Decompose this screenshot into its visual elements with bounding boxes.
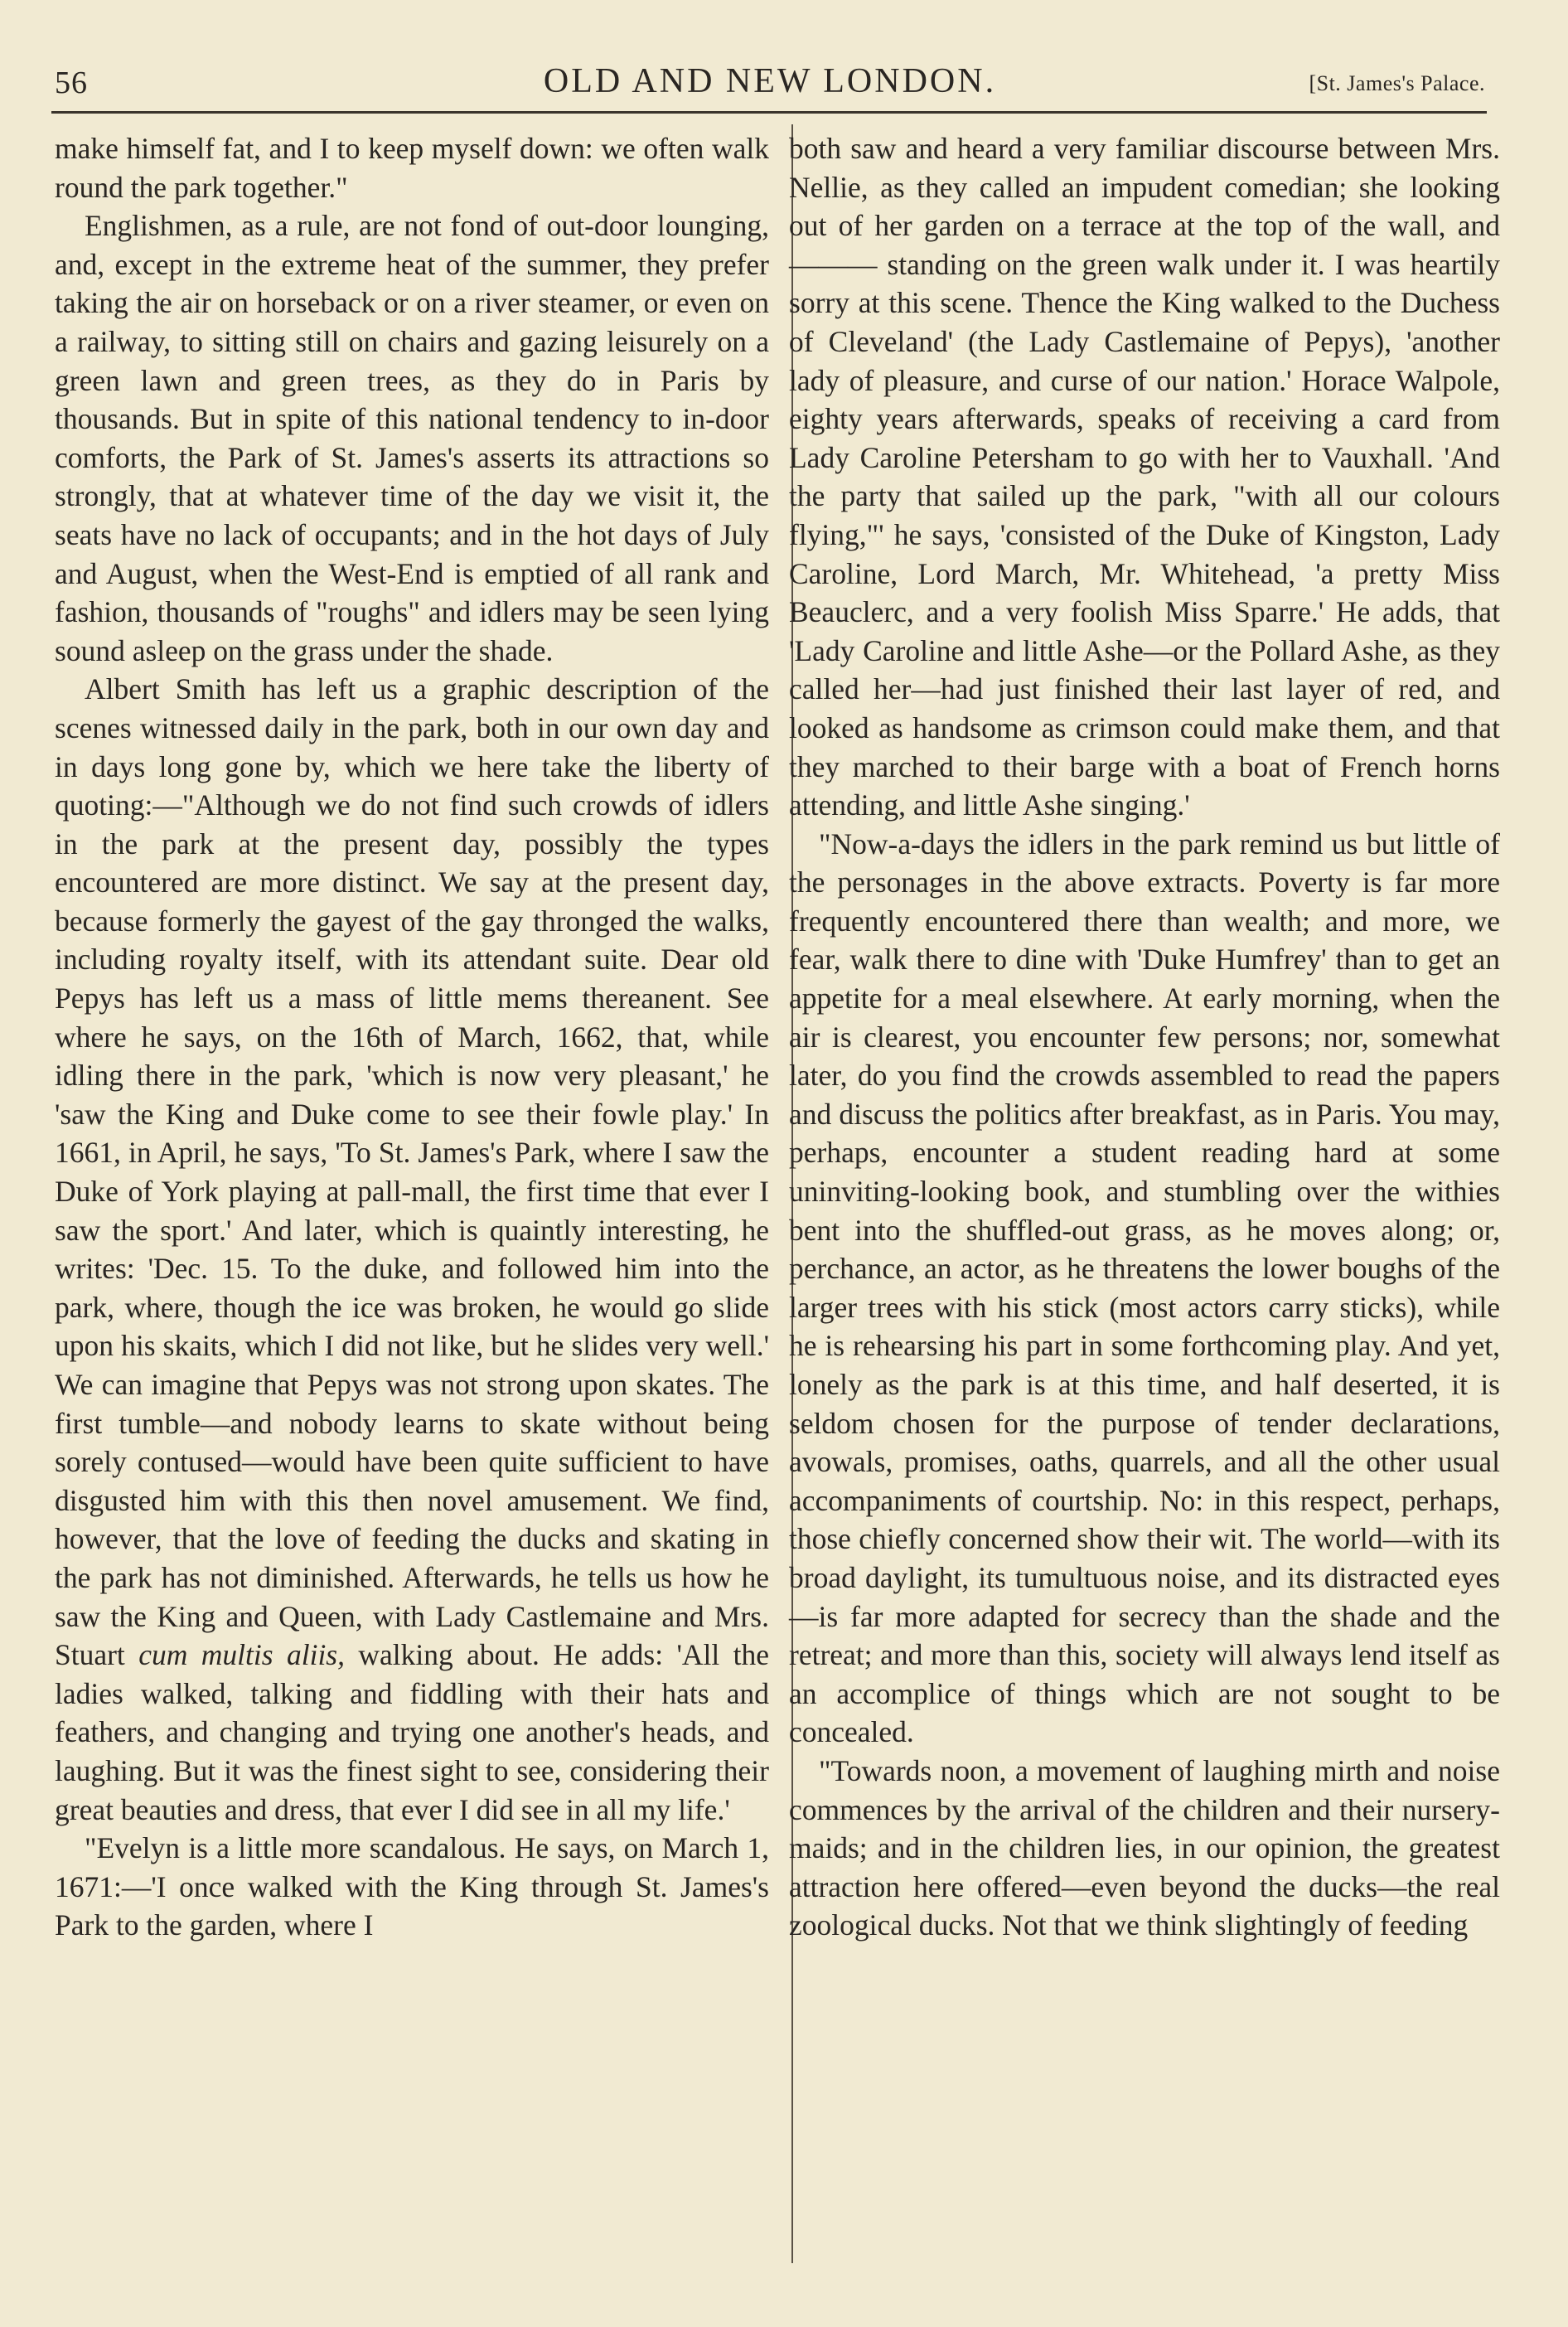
paragraph: both saw and heard a very familiar discourse between Mrs. Nellie, as they called an impudent comedian; she looking out of her garden on a terrace at the top of the wall, and ——— standing on the green walk under it. I was heartily sorry at this scene. Thence the King walked to the Duchess of Cleveland' (the Lady Castlemaine of Pepys), 'another lady of pleasure, and curse of our nation.' Horace Walpole, eighty years afterwards, speaks of receiving a card from Lady Caroline Petersham to go with her to Vauxhall. 'And the party that sailed up the park, "with all our colours flying,"' he says, 'consisted of the Duke of Kingston, Lady Caroline, Lord March, Mr. Whitehead, 'a pretty Miss Beauclerc, and a very foolish Miss Sparre.' He adds, that 'Lady Caroline and little Ashe—or the Pollard Ashe, as they called her—had just finished their last layer of red, and looked as handsome as crimson could make them, and that they marched to their barge with a boat of French horns attending, and little Ashe singing.' <box>789 132 1500 822</box>
italic-phrase: cum multis aliis, <box>138 1638 345 1672</box>
right-column <box>789 129 1500 1945</box>
paragraph-text: Albert Smith has left us a graphic description of the scenes witnessed daily in the park, both in our own day and in days long gone by, which we here take the liberty of quoting:—"Although we do not find such crowds of idlers in the park at the present day, possibly the types encountered are more distinct. We say at the present day, because formerly the gayest of the gay thronged the walks, including royalty itself, with its attendant suite. Dear old Pepys has left us a mass of little mems thereanent. See where he says, on the 16th of March, 1662, that, while idling there in the park, 'which is now very pleasant,' he 'saw the King and Duke come to see their fowle play.' In 1661, in April, he says, 'To St. James's Park, where I saw the Duke of York playing at pall-mall, the first time that ever I saw the sport.' And later, which is quaintly interesting, he writes: 'Dec. 15. To the duke, and followed him into the park, where, though the ice was broken, he would go slide upon his skaits, which I did not like, but he slides very well.' We can imagine that Pepys was not strong upon skates. The first tumble—and nobody learns to skate without being sorely contused—would have been quite sufficient to have disgusted him with this then novel amusement. We find, however, that the love of feeding the ducks and skating in the park has not diminished. Afterwards, he tells us how he saw the King and Queen, with Lady Castlemaine and Mrs. Stuart <box>55 672 769 1672</box>
paragraph: Englishmen, as a rule, are not fond of out-door lounging, and, except in the extreme heat of the summer, they prefer taking the air on horseback or on a river steamer, or even on a railway, to sitting still on chairs and gazing leisurely on a green lawn and green trees, as they do in Paris by thousands. But in spite of this national tendency to in-door comforts, the Park of St. James's asserts its attractions so strongly, that at whatever time of the day we visit it, the seats have no lack of occupants; and in the hot days of July and August, when the West-End is emptied of all rank and fashion, thousands of "roughs" and idlers may be seen lying sound asleep on the grass under the shade. <box>55 209 769 667</box>
paragraph <box>55 670 769 1829</box>
paragraph-text: walking about. He adds: 'All the ladies walked, talking and fiddling with their hats and feathers, and changing and trying one another's heads, and laughing. But it was the finest sight to see, considering their great beauties and dress, that ever I did see in all my life.' <box>55 1638 770 1826</box>
page-number: 56 <box>55 65 88 100</box>
left-column <box>55 129 769 1945</box>
header-rule <box>51 111 1487 114</box>
paragraph: "Towards noon, a movement of laughing mirth and noise commences by the arrival of the children and their nursery-maids; and in the children lies, in our opinion, the greatest attraction here offered—even beyond the ducks—the real zoological ducks. Not that we think slightingly of feeding <box>789 1753 1500 1942</box>
paragraph: make himself fat, and I to keep myself down: we often walk round the park together." <box>55 132 769 204</box>
page-header <box>55 60 1485 108</box>
section-heading: [St. James's Palace. <box>1309 71 1485 95</box>
paragraph: "Evelyn is a little more scandalous. He says, on March 1, 1671:—'I once walked with the King through St. James's Park to the garden, where I <box>55 1831 769 1942</box>
running-title: OLD AND NEW LONDON. <box>543 62 997 100</box>
paragraph: "Now-a-days the idlers in the park remind us but little of the personages in the above extracts. Poverty is far more frequently encountered there than wealth; and more, we fear, walk there to dine with 'Duke Humfrey' than to get an appetite for a meal elsewhere. At early morning, when the air is clearest, you encounter few persons; nor, somewhat later, do you find the crowds assembled to read the papers and discuss the politics after breakfast, as in Paris. You may, perhaps, encounter a student reading hard at some uninviting-looking book, and stumbling over the withies bent into the shuffled-out grass, as he moves along; or, perchance, an actor, as he threatens the lower boughs of the larger trees with his stick (most actors carry sticks), while he is rehearsing his part in some forthcoming play. And yet, lonely as the park is at this time, and half deserted, it is seldom chosen for the purpose of tender declarations, avowals, promises, oaths, quarrels, and all the other usual accompaniments of courtship. No: in this respect, perhaps, those chiefly concerned show their wit. The world—with its broad daylight, its tumultuous noise, and its distracted eyes—is far more adapted for secrecy than the shade and the retreat; and more than this, society will always lend itself as an accomplice of things which are not sought to be concealed. <box>789 827 1500 1749</box>
